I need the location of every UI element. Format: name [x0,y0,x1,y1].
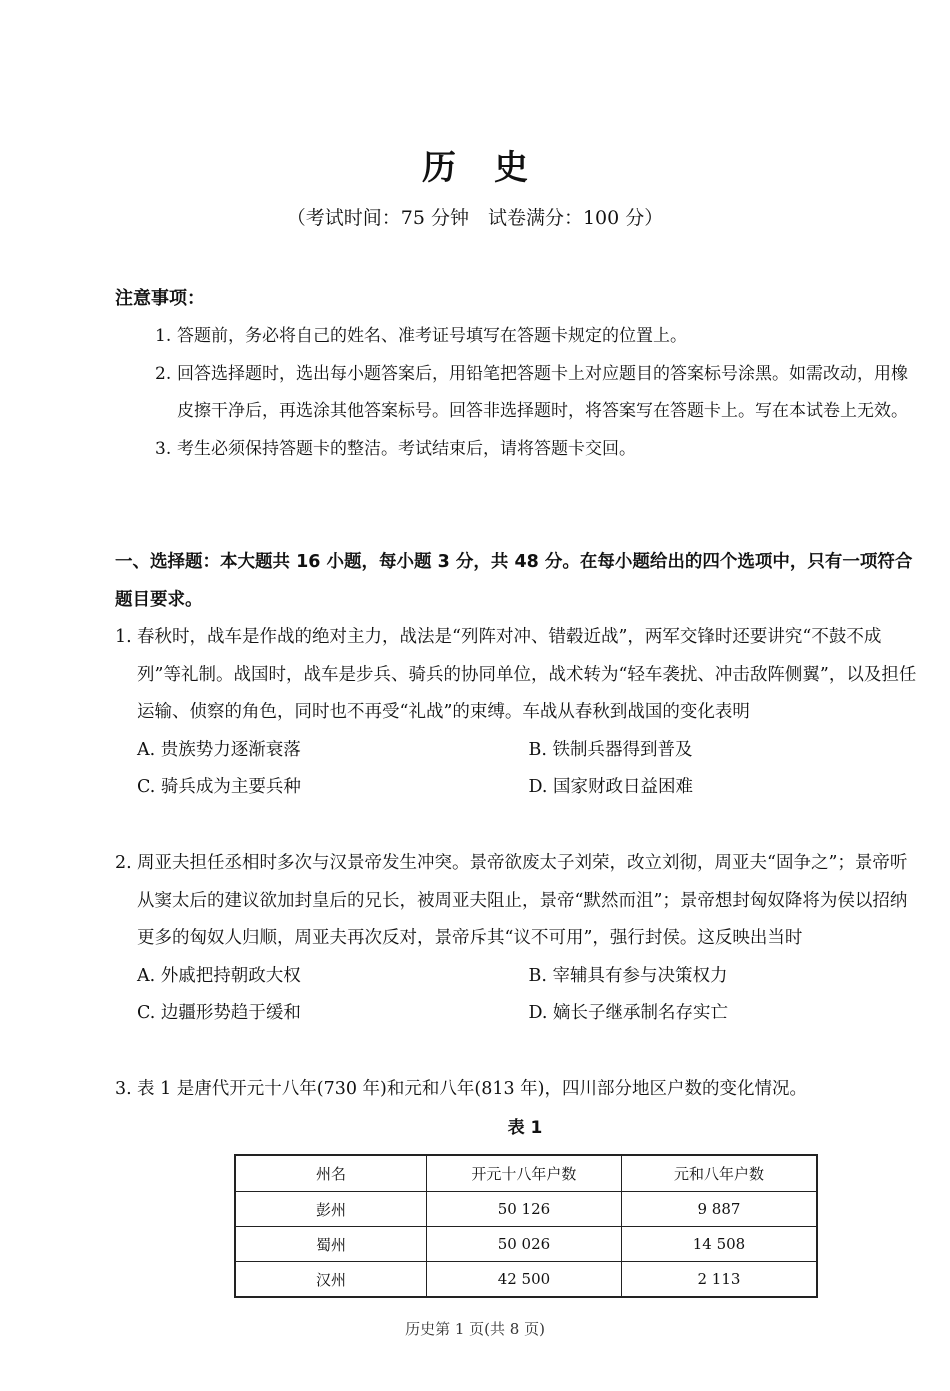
question-number: 2. [115,853,132,873]
page-footer: 历史第 1 页(共 8 页) [405,1320,545,1338]
table-cell: 彭州 [235,1192,426,1227]
question-text: 周亚夫担任丞相时多次与汉景帝发生冲突。景帝欲废太子刘荣，改立刘彻，周亚夫“固争之”；景帝听从窦太后的建议欲加封皇后的兄长，被周亚夫阻止，景帝“默然而沮”；景帝想封匈奴降将为侯以招纳更多的匈奴人归顺，周亚夫再次反对，景帝斥其“议不可用”，强行封侯。这反映出当时 [137,853,908,948]
table-header-cell: 元和八年户数 [621,1155,817,1192]
notice-item-text: 答题前，务必将自己的姓名、准考证号填写在答题卡规定的位置上。 [177,326,687,346]
table-caption: 表 1 [507,1118,543,1138]
notice-item-number: 2. [155,363,172,384]
question-stem [115,1071,920,1109]
table-row [235,1227,817,1262]
table-header-cell: 州名 [235,1155,426,1192]
notice-item [155,431,920,469]
table-cell: 14 508 [621,1227,817,1262]
notice-item [155,318,920,356]
table-cell: 蜀州 [235,1227,426,1262]
section-heading: 一、选择题：本大题共 16 小题，每小题 3 分，共 48 分。在每小题给出的四个选项中，只有一项符合题目要求。 [115,552,913,610]
table-cell: 汉州 [235,1262,426,1298]
table-header-cell: 开元十八年户数 [426,1155,621,1192]
notice-item-text: 回答选择题时，选出每小题答案后，用铅笔把答题卡上对应题目的答案标号涂黑。如需改动，用橡皮擦干净后，再选涂其他答案标号。回答非选择题时，将答案写在答题卡上。写在本试卷上无效。 [177,363,908,421]
question-3 [115,1071,920,1109]
option-c[interactable]: C. 边疆形势趋于缓和 [137,1003,301,1023]
table-cell: 42 500 [426,1262,621,1298]
notice-item [155,356,920,431]
question-stem [115,619,920,732]
table-cell: 50 026 [426,1227,621,1262]
option-b[interactable]: B. 宰辅具有参与决策权力 [528,965,728,986]
option-d[interactable]: D. 国家财政日益困难 [528,777,694,797]
exam-title: 历史 [422,148,566,188]
notice-item-text: 考生必须保持答题卡的整洁。考试结束后，请将答题卡交回。 [177,438,636,459]
option-c[interactable]: C. 骑兵成为主要兵种 [137,777,301,797]
question-2 [115,845,920,1033]
question-1 [115,619,920,807]
table-row [235,1192,817,1227]
question-options [115,958,920,1033]
option-a[interactable]: A. 外戚把持朝政大权 [137,965,301,986]
notice-list [155,318,920,468]
table-cell: 50 126 [426,1192,621,1227]
question-text: 表 1 是唐代开元十八年(730 年)和元和八年(813 年)，四川部分地区户数的变化情况。 [137,1079,807,1099]
option-d[interactable]: D. 嫡长子继承制名存实亡 [528,1003,729,1023]
table-row [235,1262,817,1298]
question-stem [115,845,920,958]
question-number: 3. [115,1079,132,1099]
table-header-row [235,1155,817,1192]
question-text: 春秋时，战车是作战的绝对主力，战法是“列阵对冲、错毂近战”，两军交锋时还要讲究“不鼓不成列”等礼制。战国时，战车是步兵、骑兵的协同单位，战术转为“轻车袭扰、冲击敌阵侧翼”，以及担任运输、侦察的角色，同时也不再受“礼战”的束缚。车战从春秋到战国的变化表明 [137,627,917,722]
household-table [234,1154,818,1298]
notice-item-number: 3. [155,438,172,459]
question-number: 1. [115,627,132,647]
option-b[interactable]: B. 铁制兵器得到普及 [528,739,693,760]
table-cell: 2 113 [621,1262,817,1298]
option-a[interactable]: A. 贵族势力逐渐衰落 [137,739,301,760]
question-options [115,732,920,807]
notice-heading: 注意事项： [115,288,205,309]
notice-item-number: 1. [155,326,172,346]
exam-subtitle: （考试时间：75 分钟 试卷满分：100 分） [286,207,664,229]
table-cell: 9 887 [621,1192,817,1227]
